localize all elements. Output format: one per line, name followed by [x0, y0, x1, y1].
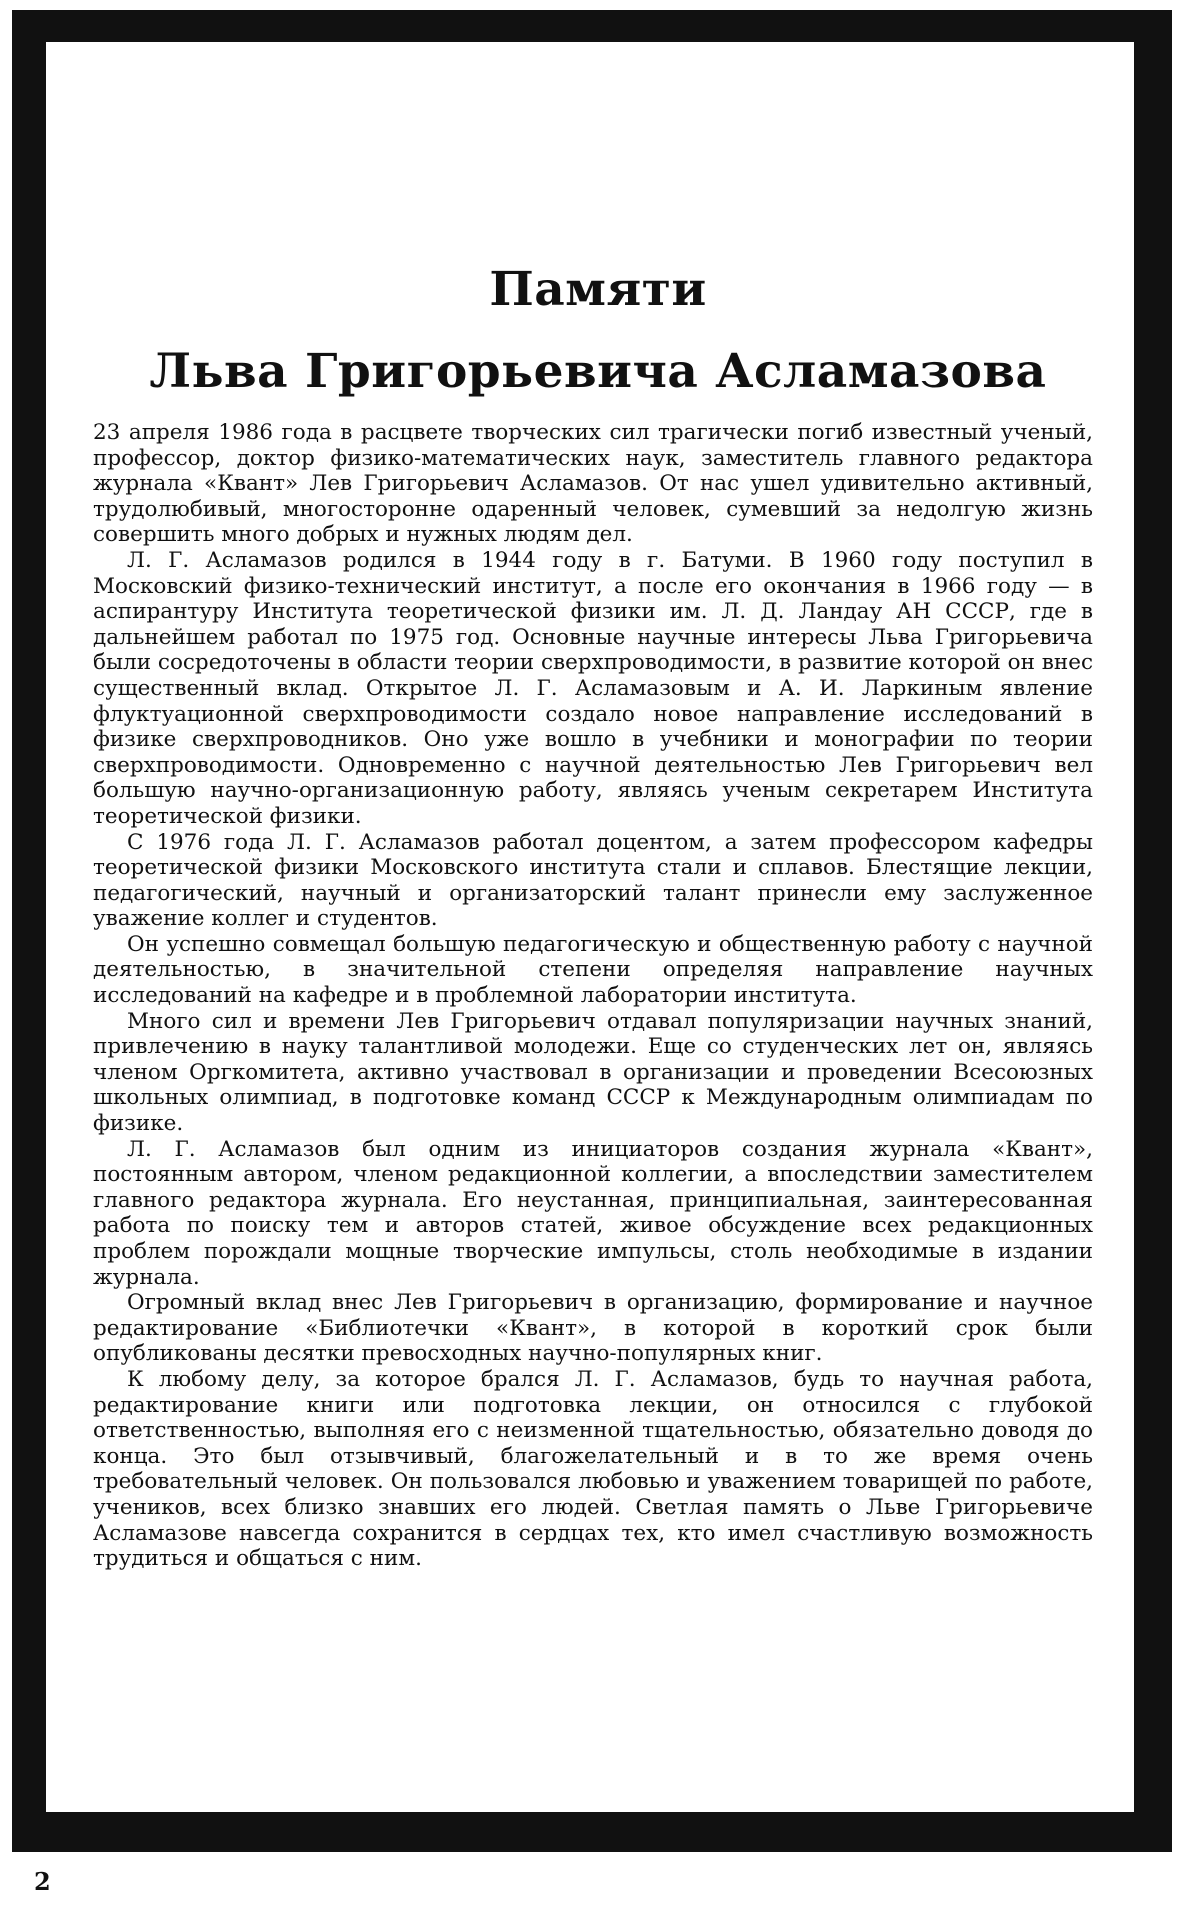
paragraph: К любому делу, за которое брался Л. Г. Асламазов, будь то научная работа, редактирование книги или подготовка лекции, он относился с глубокой ответственностью, выполняя его с неизменной тщательностью, обязательно доводя до конца. Это был отзывчивый, благожелательный и в то же время очень требовательный человек. Он пользовался любовью и уважением товарищей по работе, учеников, всех близко знавших его людей. Светлая память о Льве Григорьевиче Асламазове навсегда сохранится в сердцах тех, кто имел счастливую возможность трудиться и общаться с ним. — [93, 1366, 1093, 1572]
paragraph: Л. Г. Асламазов был одним из инициаторов создания журнала «Квант», постоянным автором, членом редакционной коллегии, а впоследствии заместителем главного редактора журнала. Его неустанная, принципиальная, заинтересованная работа по поиску тем и авторов статей, живое обсуждение всех редакционных проблем порождали мощные творческие импульсы, столь необходимые в издании журнала. — [93, 1136, 1093, 1290]
page-number: 2 — [34, 1867, 51, 1896]
paragraph: Л. Г. Асламазов родился в 1944 году в г. Батуми. В 1960 году поступил в Московский физико-технический институт, а после его окончания в 1966 году — в аспирантуру Института теоретической физики им. Л. Д. Ландау АН СССР, где в дальнейшем работал по 1975 год. Основные научные интересы Льва Григорьевича были сосредоточены в области теории сверхпроводимости, в развитие которой он внес существенный вклад. Открытое Л. Г. Асламазовым и А. И. Ларкиным явление флуктуационной сверхпроводимости создало новое направление исследований в физике сверхпроводников. Оно уже вошло в учебники и монографии по теории сверхпроводимости. Одновременно с научной деятельностью Лев Григорьевич вел большую научно-организационную работу, являясь ученым секретарем Института теоретической физики. — [93, 547, 1093, 829]
paragraph: 23 апреля 1986 года в расцвете творческих сил трагически погиб известный ученый, профессор, доктор физико-математических наук, заместитель главного редактора журнала «Квант» Лев Григорьевич Асламазов. От нас ушел удивительно активный, трудолюбивый, многосторонне одаренный человек, сумевший за недолгую жизнь совершить много добрых и нужных людям дел. — [93, 420, 1093, 548]
paragraph: Он успешно совмещал большую педагогическую и общественную работу с научной деятельностью, в значительной степени определяя направление научных исследований на кафедре и в проблемной лаборатории института. — [93, 931, 1093, 1009]
paragraph: Много сил и времени Лев Григорьевич отдавал популяризации научных знаний, привлечению в науку талантливой молодежи. Еще со студенческих лет он, являясь членом Оргкомитета, активно участвовал в организации и проведении Всесоюзных школьных олимпиад, в подготовке команд СССР к Международным олимпиадам по физике. — [93, 1008, 1093, 1137]
title-line-1: Памяти — [489, 262, 707, 318]
page-title — [46, 249, 1150, 413]
title-line-2: Льва Григорьевича Асламазова — [149, 344, 1047, 400]
article-body — [93, 420, 1093, 1572]
paragraph: С 1976 года Л. Г. Асламазов работал доцентом, а затем профессором кафедры теоретической физики Московского института стали и сплавов. Блестящие лекции, педагогический, научный и организаторский талант принесли ему заслуженное уважение коллег и студентов. — [93, 829, 1093, 932]
paragraph: Огромный вклад внес Лев Григорьевич в организацию, формирование и научное редактирование «Библиотечки «Квант», в которой в короткий срок были опубликованы десятки превосходных научно-популярных книг. — [93, 1290, 1093, 1367]
